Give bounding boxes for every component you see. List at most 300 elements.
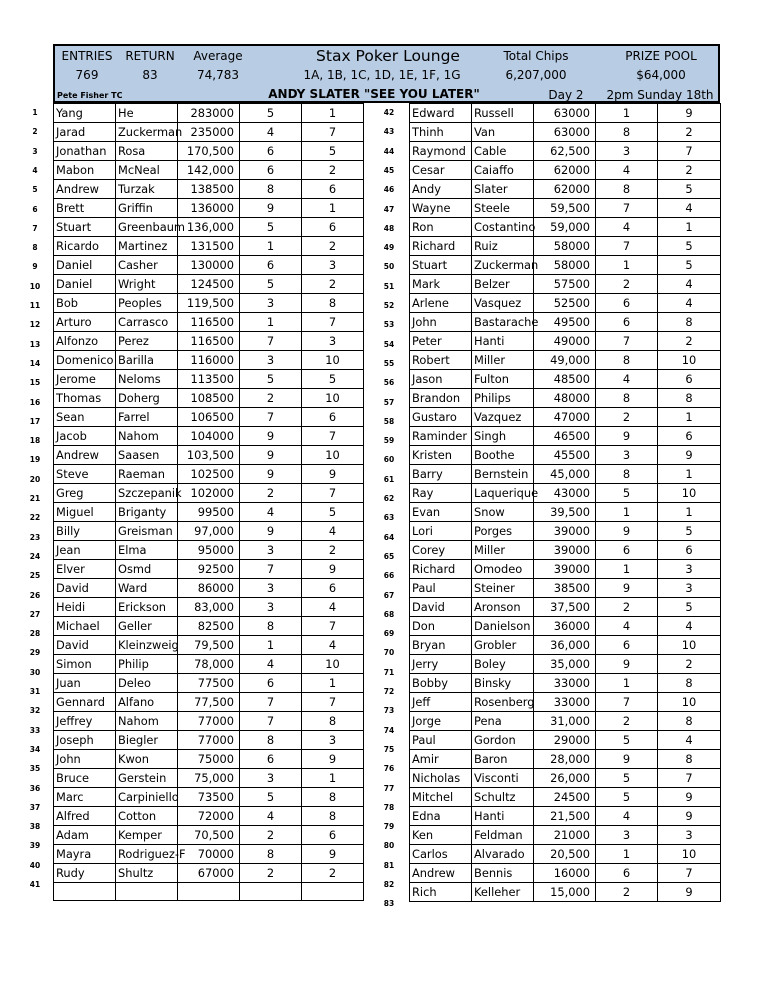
table-number: 1 [596,560,658,579]
last-name: Steiner [472,579,534,598]
first-name: John [410,313,472,332]
row-rank: 73 [383,706,395,716]
last-name: Philip [116,655,178,674]
seat-number: 9 [658,788,721,807]
table-number: 1 [596,104,658,123]
row-rank: 72 [383,687,395,696]
table-number: 7 [596,332,658,351]
first-name: Mayra [54,845,116,864]
table-number: 8 [596,351,658,370]
row-rank: 40 [29,860,41,870]
first-name: Mitchel [410,788,472,807]
first-name: Arturo [54,313,116,332]
chip-count: 33000 [534,693,596,712]
seat-number: 5 [658,256,721,275]
table-number: 5 [240,370,302,389]
last-name: Belzer [472,275,534,294]
chip-count: 82500 [178,617,240,636]
chip-count: 29000 [534,731,596,750]
row-rank: 48 [383,223,395,233]
table-row [410,598,721,617]
row-rank: 4 [32,165,38,175]
table-row [410,427,721,446]
first-name: Richard [410,560,472,579]
table-number: 5 [596,769,658,788]
chip-count: 102000 [178,484,240,503]
seat-number: 4 [658,731,721,750]
page-title: Stax Poker Lounge [316,47,460,65]
last-name: Schultz [472,788,534,807]
chip-count: 21000 [534,826,596,845]
first-name: Miguel [54,503,116,522]
last-name: Erickson [116,598,178,617]
chip-count: 63000 [534,123,596,142]
first-name: Jean [54,541,116,560]
seat-number: 6 [302,579,364,598]
first-name: Bryan [410,636,472,655]
last-name: Zuckerman [472,256,534,275]
chip-count: 92500 [178,560,240,579]
table-row [410,275,721,294]
seat-number: 2 [658,655,721,674]
table-number: 6 [240,674,302,693]
seat-number: 8 [658,712,721,731]
table-number: 5 [596,484,658,503]
chip-count: 131500 [178,237,240,256]
table-number: 6 [240,256,302,275]
seat-number: 9 [658,446,721,465]
chip-count: 77000 [178,712,240,731]
chip-count: 102500 [178,465,240,484]
seat-number: 5 [658,522,721,541]
row-rank: 33 [29,725,41,735]
last-name: Griffin [116,199,178,218]
table-row [54,389,364,408]
seat-number: 3 [302,256,364,275]
table-number: 9 [240,446,302,465]
table-row [410,579,721,598]
table-number: 9 [596,427,658,446]
first-name: Corey [410,541,472,560]
table-number: 2 [596,408,658,427]
first-name: Joseph [54,731,116,750]
chip-count: 62000 [534,180,596,199]
table-row [54,446,364,465]
last-name: Farrel [116,408,178,427]
first-name: Rich [410,883,472,902]
last-name [116,883,178,901]
seat-number: 2 [302,541,364,560]
first-name: Jerome [54,370,116,389]
last-name: Nahom [116,427,178,446]
first-name: Michael [54,617,116,636]
last-name: Neloms [116,370,178,389]
table-row [410,351,721,370]
row-rank: 42 [383,108,395,117]
table-number: 3 [596,142,658,161]
row-rank: 47 [383,204,395,214]
table-row [54,807,364,826]
row-rank: 36 [29,783,41,793]
row-rank: 62 [383,494,395,503]
first-name: David [410,598,472,617]
first-name: John [54,750,116,769]
chip-count: 106500 [178,408,240,427]
table-row [410,883,721,902]
table-row [410,560,721,579]
first-name: Jeff [410,693,472,712]
table-row [54,769,364,788]
row-rank: 39 [29,841,41,851]
seat-number: 3 [302,332,364,351]
chip-count: 49,000 [534,351,596,370]
seat-number: 1 [302,674,364,693]
first-name: Jarad [54,123,116,142]
last-name: Philips [472,389,534,408]
first-name: Juan [54,674,116,693]
last-name: Turzak [116,180,178,199]
table-row [54,218,364,237]
table-number: 2 [240,484,302,503]
table-number: 4 [596,807,658,826]
chip-count: 116500 [178,313,240,332]
last-name: Deleo [116,674,178,693]
table-row [410,693,721,712]
first-name: Stuart [54,218,116,237]
table-row [410,807,721,826]
chip-count: 58000 [534,256,596,275]
table-row [54,332,364,351]
entries-label: ENTRIES [61,49,113,63]
table-number: 3 [596,826,658,845]
row-rank: 29 [29,648,41,658]
table-number: 1 [596,845,658,864]
last-name: Casher [116,256,178,275]
table-row [54,161,364,180]
table-row [410,484,721,503]
row-rank: 65 [383,551,395,561]
chip-count: 136,000 [178,218,240,237]
seat-number: 5 [302,370,364,389]
table-number: 5 [596,788,658,807]
row-rank: 26 [29,590,41,600]
last-name: Martinez [116,237,178,256]
table-number: 1 [240,313,302,332]
chip-count: 33000 [534,674,596,693]
seat-number: 1 [302,199,364,218]
chip-count: 77,500 [178,693,240,712]
table-number: 2 [596,883,658,902]
seat-number: 5 [658,180,721,199]
seat-number: 7 [302,427,364,446]
row-rank: 67 [383,590,395,600]
last-name: Visconti [472,769,534,788]
seat-number: 9 [302,465,364,484]
table-row [410,256,721,275]
last-name: Gordon [472,731,534,750]
table-number: 1 [240,237,302,256]
table-row [54,522,364,541]
table-row [54,617,364,636]
last-name: Elma [116,541,178,560]
first-name: Rudy [54,864,116,883]
seat-number: 1 [658,465,721,484]
table-row [54,560,364,579]
total-chips-label: Total Chips [503,49,569,63]
seat-number: 3 [658,560,721,579]
last-name: Alfano [116,693,178,712]
row-rank: 35 [29,764,41,774]
chip-count: 142,000 [178,161,240,180]
chip-count: 77500 [178,674,240,693]
last-name: Bennis [472,864,534,883]
prize-pool-value: $64,000 [636,68,686,82]
table-number: 6 [596,313,658,332]
first-name: Steve [54,465,116,484]
last-name: Kemper [116,826,178,845]
table-number: 3 [240,294,302,313]
last-name: Porges [472,522,534,541]
chip-count: 62,500 [534,142,596,161]
seat-number: 4 [302,522,364,541]
seat-number: 2 [658,161,721,180]
row-rank: 25 [29,571,41,581]
table-number: 2 [596,598,658,617]
first-name: Ken [410,826,472,845]
first-name: Evan [410,503,472,522]
seat-number: 1 [658,408,721,427]
chip-count: 39000 [534,541,596,560]
last-name: Bastarache [472,313,534,332]
row-rank: 21 [29,494,41,503]
chip-count: 59,000 [534,218,596,237]
last-name: Barilla [116,351,178,370]
row-rank: 83 [383,899,395,909]
first-name: Brandon [410,389,472,408]
chip-count: 104000 [178,427,240,446]
chip-count: 77000 [178,731,240,750]
table-row [54,465,364,484]
chip-count: 36000 [534,617,596,636]
row-rank: 81 [383,860,395,870]
seat-number: 9 [658,883,721,902]
chip-count: 45500 [534,446,596,465]
last-name: Greisman [116,522,178,541]
table-row [54,864,364,883]
last-name: Feldman [472,826,534,845]
last-name: Kelleher [472,883,534,902]
chip-count: 26,000 [534,769,596,788]
chip-count: 39000 [534,522,596,541]
chip-count: 83,000 [178,598,240,617]
seat-number: 9 [302,560,364,579]
row-rank: 63 [383,513,395,523]
table-row [410,617,721,636]
row-rank: 45 [383,165,395,175]
seat-number: 6 [302,826,364,845]
first-name: Raymond [410,142,472,161]
seat-number: 3 [658,826,721,845]
chip-count: 70,500 [178,826,240,845]
table-row [54,503,364,522]
table-row [54,408,364,427]
first-name: Robert [410,351,472,370]
row-rank: 30 [29,667,41,677]
table-number: 2 [596,275,658,294]
row-rank: 82 [383,880,395,889]
first-name: Brett [54,199,116,218]
last-name: Vazquez [472,408,534,427]
table-row [410,845,721,864]
table-number: 3 [240,769,302,788]
row-rank: 41 [29,880,41,889]
seat-number [302,883,364,901]
row-rank: 43 [383,127,395,137]
seat-number: 7 [658,864,721,883]
first-name: Edward [410,104,472,123]
chip-count: 20,500 [534,845,596,864]
table-number: 6 [596,864,658,883]
seat-number: 1 [302,104,364,123]
first-name: Bob [54,294,116,313]
seat-number: 8 [302,788,364,807]
first-name: Cesar [410,161,472,180]
seat-number: 4 [658,199,721,218]
seat-number: 7 [658,142,721,161]
chip-count: 116500 [178,332,240,351]
chip-count: 49000 [534,332,596,351]
first-name: Jorge [410,712,472,731]
last-name: Snow [472,503,534,522]
seat-number: 6 [302,408,364,427]
row-rank: 1 [32,108,38,117]
table-row [410,294,721,313]
last-name: Peoples [116,294,178,313]
seat-number: 10 [658,351,721,370]
chip-count: 35,000 [534,655,596,674]
last-name: Gerstein [116,769,178,788]
table-number: 7 [596,199,658,218]
last-name: Omodeo [472,560,534,579]
table-row [410,712,721,731]
seat-number: 4 [302,636,364,655]
table-row [54,826,364,845]
chip-count: 124500 [178,275,240,294]
last-name: Carpiniello [116,788,178,807]
chip-count [178,883,240,901]
row-rank: 71 [383,667,395,677]
seat-number: 8 [658,389,721,408]
seat-number: 8 [302,294,364,313]
first-name: Peter [410,332,472,351]
seat-number: 2 [658,123,721,142]
first-name: Paul [410,579,472,598]
row-rank: 59 [383,436,395,446]
last-name: Greenbaum [116,218,178,237]
chip-count: 43000 [534,484,596,503]
chip-count: 103,500 [178,446,240,465]
table-row [410,161,721,180]
row-rank: 10 [29,281,41,291]
chip-count: 21,500 [534,807,596,826]
row-rank: 79 [383,822,395,832]
last-name: Szczepanik [116,484,178,503]
flights-text: 1A, 1B, 1C, 1D, 1E, 1F, 1G [303,68,461,82]
last-name: Ruiz [472,237,534,256]
table-number [240,883,302,901]
seat-number: 6 [658,541,721,560]
table-row [410,636,721,655]
row-rank: 22 [29,513,41,523]
row-rank: 60 [383,455,395,465]
chip-count: 47000 [534,408,596,427]
first-name: Gennard [54,693,116,712]
first-name: Kristen [410,446,472,465]
seat-number: 8 [302,807,364,826]
last-name: Kleinzweig [116,636,178,655]
first-name: Lori [410,522,472,541]
row-rank: 70 [383,648,395,658]
first-name: Carlos [410,845,472,864]
row-rank: 13 [29,339,41,349]
last-name: Van [472,123,534,142]
table-row [54,142,364,161]
first-name [54,883,116,901]
seat-number: 4 [302,598,364,617]
table-row [410,503,721,522]
seat-number: 3 [658,579,721,598]
seat-number: 7 [302,693,364,712]
table-number: 1 [596,674,658,693]
first-name: Sean [54,408,116,427]
last-name: Wright [116,275,178,294]
chip-count: 49500 [534,313,596,332]
last-name: Miller [472,351,534,370]
table-row [410,769,721,788]
chip-count: 28,000 [534,750,596,769]
chip-count: 79,500 [178,636,240,655]
seat-number: 1 [658,503,721,522]
seat-number: 2 [658,332,721,351]
chip-count: 78,000 [178,655,240,674]
row-rank: 5 [32,185,38,195]
table-number: 9 [240,465,302,484]
last-name: Boothe [472,446,534,465]
table-number: 4 [596,617,658,636]
last-name: Russell [472,104,534,123]
table-row [54,598,364,617]
last-name: Geller [116,617,178,636]
row-rank: 58 [383,416,395,426]
last-name: Rosa [116,142,178,161]
first-name: Jonathan [54,142,116,161]
table-number: 7 [240,408,302,427]
last-name: Steele [472,199,534,218]
row-rank: 8 [32,243,38,253]
row-rank: 31 [29,687,41,696]
last-name: Vasquez [472,294,534,313]
row-rank: 56 [383,378,395,388]
table-row [54,750,364,769]
last-name: Kwon [116,750,178,769]
last-name: Carrasco [116,313,178,332]
first-name: Jason [410,370,472,389]
row-rank: 18 [29,436,41,446]
first-name: Alfonzo [54,332,116,351]
seat-number: 5 [302,503,364,522]
table-number: 8 [240,180,302,199]
last-name: Miller [472,541,534,560]
